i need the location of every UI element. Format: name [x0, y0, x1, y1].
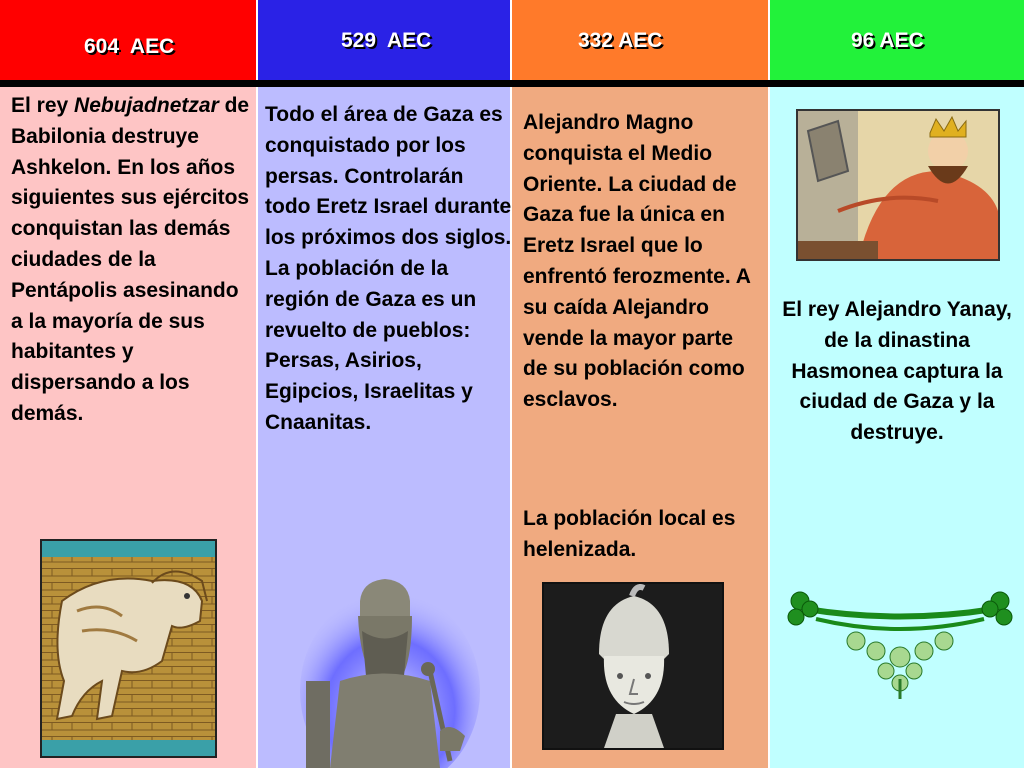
header-529-aec: [258, 0, 510, 80]
column-text: El rey Alejandro Yanay, de la dinastina Hasmonea captura la ciudad de Gaza y la destruye.: [782, 298, 1012, 445]
header-label: 529 AEC: [341, 29, 432, 52]
persian-king-statue: [300, 571, 480, 768]
hasmonean-king-illustration: [796, 109, 1000, 261]
text-body: de Babilonia destruye Ashkelon. En los años siguientes sus ejércitos conquistan las demás ciudades de la Pentápolis asesinando a la mayoría de sus habitantes y dispersando a los demás.: [11, 94, 250, 425]
column-text-2: La población local es helenizada.: [523, 507, 736, 561]
header-604-aec: [0, 0, 256, 80]
column-604-aec: [0, 87, 256, 768]
header-label: 604 AEC: [84, 35, 175, 58]
alexander-helmet-bust: [542, 582, 724, 750]
text-intro: El rey: [11, 94, 75, 117]
column-text: [11, 91, 251, 430]
column-529-aec: [258, 87, 510, 768]
column-text: Todo el área de Gaza es conquistado por los persas. Controlarán todo Eretz Israel durante los próximos dos siglos. La población de la región de Gaza es un revuelto de pueblos: Persas, Asirios, Egipcios, Israelitas y Cnaanitas.: [265, 103, 512, 434]
column-96-aec: [770, 87, 1024, 768]
babylonian-lion-tile-relief: [40, 539, 217, 758]
header-96-aec: [770, 0, 1024, 80]
text-king-name: Nebujadnetzar: [74, 94, 219, 117]
header-332-aec: [512, 0, 768, 80]
header-divider: [0, 80, 1024, 87]
column-text: Alejandro Magno conquista el Medio Oriente. La ciudad de Gaza fue la única en Eretz Israel que lo enfrentó ferozmente. A su caída Alejandro vende la mayor parte de su población como esclavos.: [523, 111, 751, 412]
column-332-aec: [512, 87, 768, 768]
header-label: 96 AEC: [851, 29, 924, 52]
header-label: 332 AEC: [578, 29, 663, 52]
green-vine-ornament: [786, 579, 1014, 704]
